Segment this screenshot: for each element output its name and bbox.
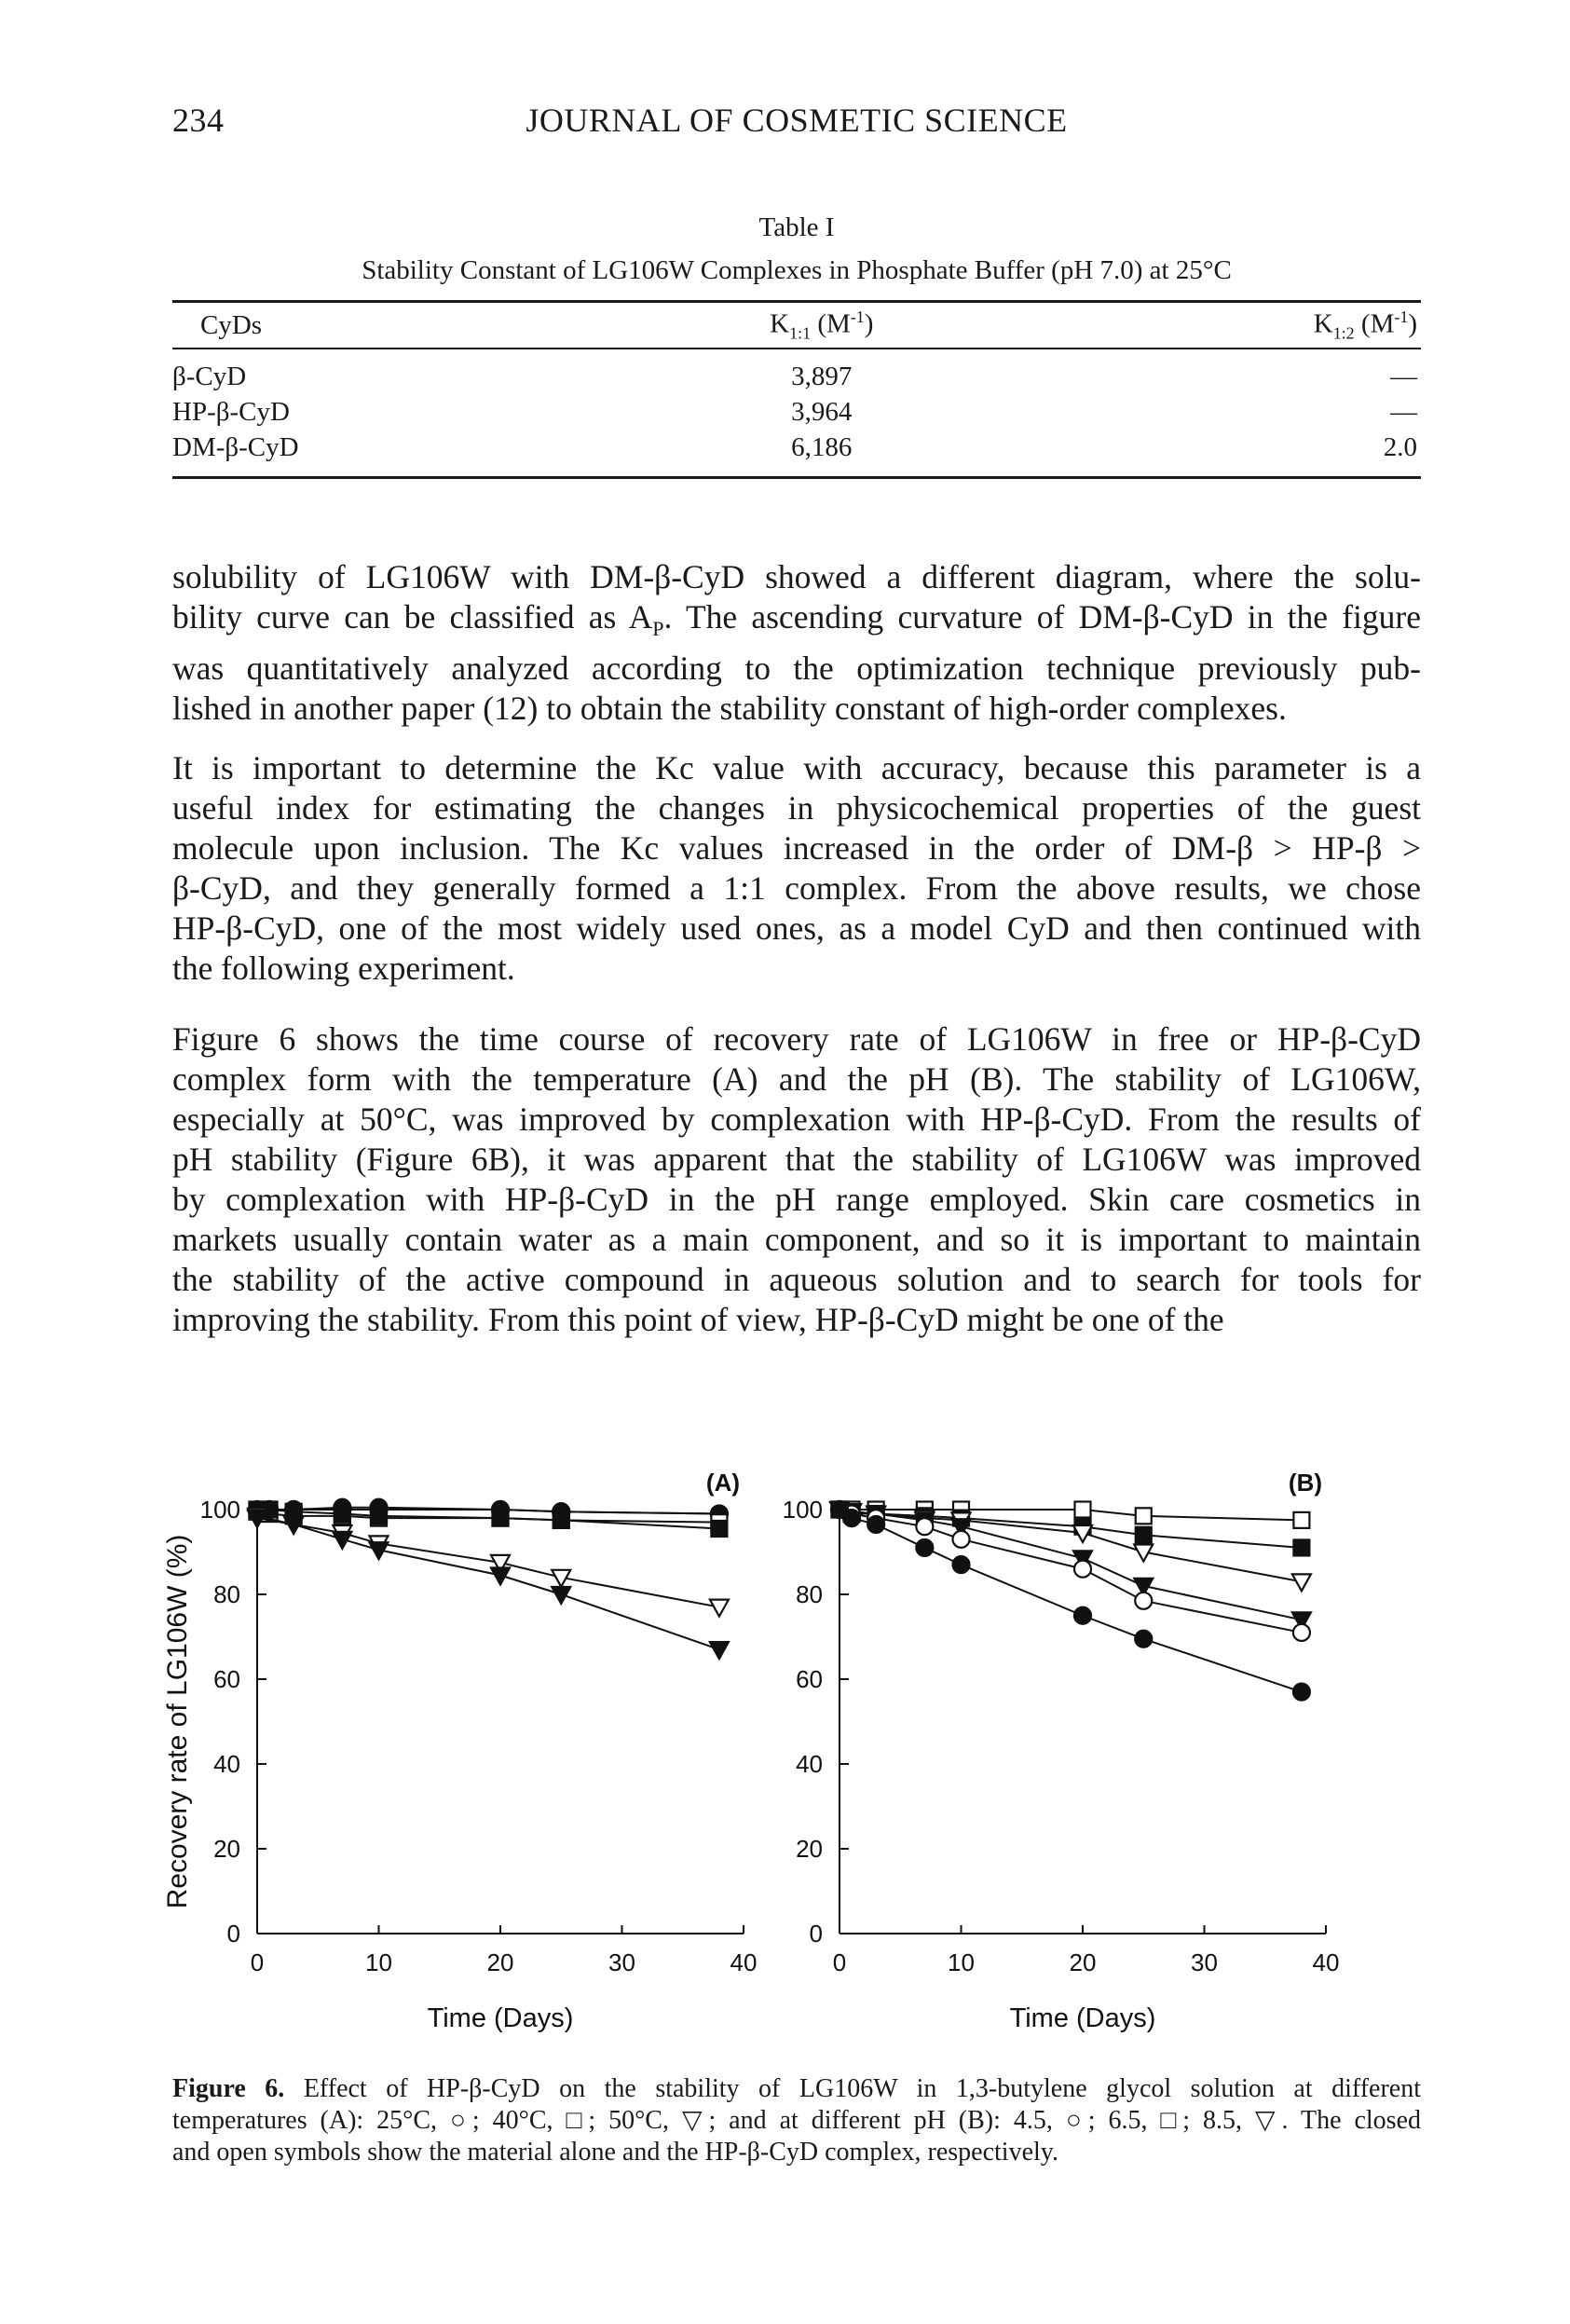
chart-panel-a: [162, 1469, 757, 2033]
text-line: It is important to determine the Kc value with accuracy, because this parameter is a: [172, 749, 1421, 786]
table-block: [172, 211, 1421, 479]
table-cell-k12: 2.0: [1383, 431, 1417, 462]
header-k12: $K_{1:2}$ $(M^{-1})$: [1313, 307, 1417, 343]
journal-title: JOURNAL OF COSMETIC SCIENCE: [526, 102, 1068, 139]
x-tick-label: 0: [832, 1948, 847, 1976]
text-line: β-CyD, and they generally formed a 1:1 complex. From the above results, we chose: [172, 869, 1421, 907]
y-tick-label: 80: [796, 1580, 823, 1608]
table-cell-cyd: DM-β-CyD: [172, 431, 299, 462]
data-point-circle: [953, 1531, 970, 1548]
paragraph-2: [172, 748, 1421, 989]
table-row: [172, 430, 1421, 465]
text-line: was quantitatively analyzed according to the optimization technique previously pub-: [172, 649, 1421, 688]
data-point-triangle: [552, 1587, 570, 1604]
stability-table: [172, 303, 1421, 348]
series-line: [840, 1510, 1302, 1633]
y-tick-label: 40: [796, 1750, 823, 1778]
panel-label: (A): [705, 1469, 740, 1497]
data-point-circle: [1074, 1607, 1091, 1624]
x-tick-label: 10: [948, 1948, 975, 1976]
data-point-circle: [916, 1539, 933, 1556]
series-50-c-alone: [248, 1511, 729, 1659]
series-25-c-complex: [249, 1501, 728, 1523]
text-line: the following experiment.: [172, 950, 515, 987]
y-axis-label: Recovery rate of LG106W (%): [162, 1534, 193, 1909]
series-line: [840, 1510, 1302, 1548]
data-point-circle: [1135, 1593, 1152, 1609]
text-line: solubility of LG106W with DM-β-CyD showed a different diagram, where the solu-: [172, 558, 1421, 595]
running-head: [172, 101, 1421, 147]
y-tick-label: 0: [809, 1920, 823, 1948]
x-tick-label: 20: [486, 1948, 514, 1976]
x-tick-label: 40: [730, 1948, 758, 1976]
data-point-square: [1136, 1508, 1152, 1524]
data-point-triangle: [710, 1642, 729, 1659]
text-line: Figure 6 shows the time course of recovery rate of LG106W in free or HP-β-CyD: [172, 1020, 1421, 1058]
x-tick-label: 30: [1191, 1948, 1218, 1976]
x-tick-label: 40: [1312, 1948, 1340, 1976]
table-header-rule: [172, 348, 1421, 349]
series-line: [257, 1518, 719, 1649]
series-line: [257, 1516, 719, 1607]
y-tick-label: 60: [213, 1665, 240, 1693]
x-tick-label: 10: [365, 1948, 392, 1976]
data-point-square: [1293, 1512, 1309, 1528]
y-tick-label: 100: [782, 1496, 823, 1524]
table-bottom-rule: [172, 476, 1421, 479]
table-row: [172, 359, 1421, 394]
series-line: [840, 1510, 1302, 1581]
x-tick-label: 20: [1069, 1948, 1097, 1976]
data-point-square: [1075, 1502, 1091, 1518]
text-line: complex form with the temperature (A) and the pH (B). The stability of LG106W,: [172, 1060, 1421, 1098]
y-tick-label: 0: [226, 1920, 240, 1948]
data-point-triangle: [710, 1600, 729, 1617]
data-point-triangle: [1292, 1574, 1311, 1591]
caption-line: and open symbols show the material alone and the HP-β-CyD complex, respectively.: [172, 2138, 1058, 2167]
text-line: markets usually contain water as a main component, and so it is important to maintain: [172, 1221, 1421, 1258]
data-point-circle: [1074, 1561, 1091, 1578]
table-cell-k11: 3,964: [791, 396, 853, 427]
x-axis-label: Time (Days): [1009, 2003, 1156, 2033]
table-row: [172, 394, 1421, 430]
text-line: lished in another paper (12) to obtain the stability constant of high-order complexes.: [172, 690, 1287, 728]
stability-table-body: [172, 359, 1421, 465]
table-cell-k12: —: [1390, 361, 1417, 391]
data-point-square: [334, 1506, 350, 1522]
data-point-circle: [1293, 1624, 1310, 1641]
page-number: 234: [172, 102, 225, 139]
data-point-circle: [1293, 1684, 1310, 1701]
data-point-triangle: [491, 1568, 510, 1585]
table-cell-k11: 3,897: [791, 361, 853, 391]
series-40-c-alone: [250, 1502, 728, 1537]
data-point-square: [371, 1508, 387, 1524]
table-cell-k12: —: [1390, 396, 1417, 427]
text-line: molecule upon inclusion. The Kc values increased in the order of DM-β > HP-β >: [172, 829, 1421, 867]
table-cell-cyd: β-CyD: [172, 361, 247, 391]
text-line: bility curve can be classified as $A_P$. The ascending curvature of DM-β-CyD in the figure: [172, 598, 1421, 641]
text-line: especially at 50°C, was improved by complexation with HP-β-CyD. From the results of: [172, 1100, 1421, 1138]
y-tick-label: 80: [213, 1580, 240, 1608]
x-axis-label: Time (Days): [427, 2003, 574, 2033]
paragraph-3: [172, 1019, 1421, 1340]
y-tick-label: 20: [796, 1835, 823, 1863]
caption-line: Figure 6. Effect of HP-β-CyD on the stability of LG106W in 1,3-butylene glycol solution at different: [172, 2074, 1421, 2103]
table-cell-cyd: HP-β-CyD: [172, 396, 290, 427]
y-tick-label: 20: [213, 1835, 240, 1863]
data-point-square: [493, 1511, 509, 1526]
text-line: HP-β-CyD, one of the most widely used ones, as a model CyD and then continued with: [172, 909, 1421, 947]
series-line: [840, 1510, 1302, 1692]
y-tick-label: 60: [796, 1665, 823, 1693]
panel-label: (B): [1288, 1469, 1322, 1497]
text-line: improving the stability. From this point of view, HP-β-CyD might be one of the: [172, 1301, 1224, 1338]
text-line: the stability of the active compound in aqueous solution and to search for tools for: [172, 1261, 1421, 1298]
data-point-square: [711, 1521, 727, 1537]
data-point-square: [553, 1512, 569, 1528]
series-ph-8-5-complex: [830, 1502, 1311, 1591]
header-k11: $K_{1:1}$ $(M^{-1})$: [770, 307, 874, 343]
x-tick-label: 0: [250, 1948, 265, 1976]
table-header-row: [172, 303, 1421, 348]
data-point-circle: [867, 1516, 884, 1533]
data-point-circle: [916, 1518, 933, 1535]
data-point-circle: [843, 1510, 860, 1526]
y-tick-label: 100: [199, 1496, 240, 1524]
data-point-circle: [953, 1556, 970, 1573]
table-caption: Stability Constant of LG106W Complexes in Phosphate Buffer (pH 7.0) at 25°C: [362, 255, 1232, 285]
series-ph-4-5-complex: [831, 1501, 1310, 1641]
data-point-circle: [1135, 1631, 1152, 1647]
table-cell-k11: 6,186: [791, 431, 853, 462]
text-line: pH stability (Figure 6B), it was apparent that the stability of LG106W was improved: [172, 1141, 1421, 1178]
data-point-square: [1136, 1527, 1152, 1543]
x-tick-label: 30: [608, 1948, 635, 1976]
data-point-square: [1293, 1539, 1309, 1555]
paragraph-1: [172, 557, 1421, 729]
figure-6: [149, 1402, 1454, 2064]
y-tick-label: 40: [213, 1750, 240, 1778]
header-cyds: CyDs: [200, 309, 263, 340]
text-line: by complexation with HP-β-CyD in the pH range employed. Skin care cosmetics in: [172, 1181, 1421, 1218]
figure-caption: [172, 2073, 1421, 2168]
table-title: Table I: [758, 212, 835, 242]
caption-line: temperatures (A): 25°C, ○; 40°C, □; 50°C, ▽; and at different pH (B): 4.5, ○; 6.5, □; 8.5, ▽. The closed: [172, 2106, 1421, 2135]
figure-6-plots: [149, 1402, 1454, 2064]
chart-panel-b: [783, 1469, 1340, 2033]
text-line: useful index for estimating the changes in physicochemical properties of the guest: [172, 789, 1421, 827]
